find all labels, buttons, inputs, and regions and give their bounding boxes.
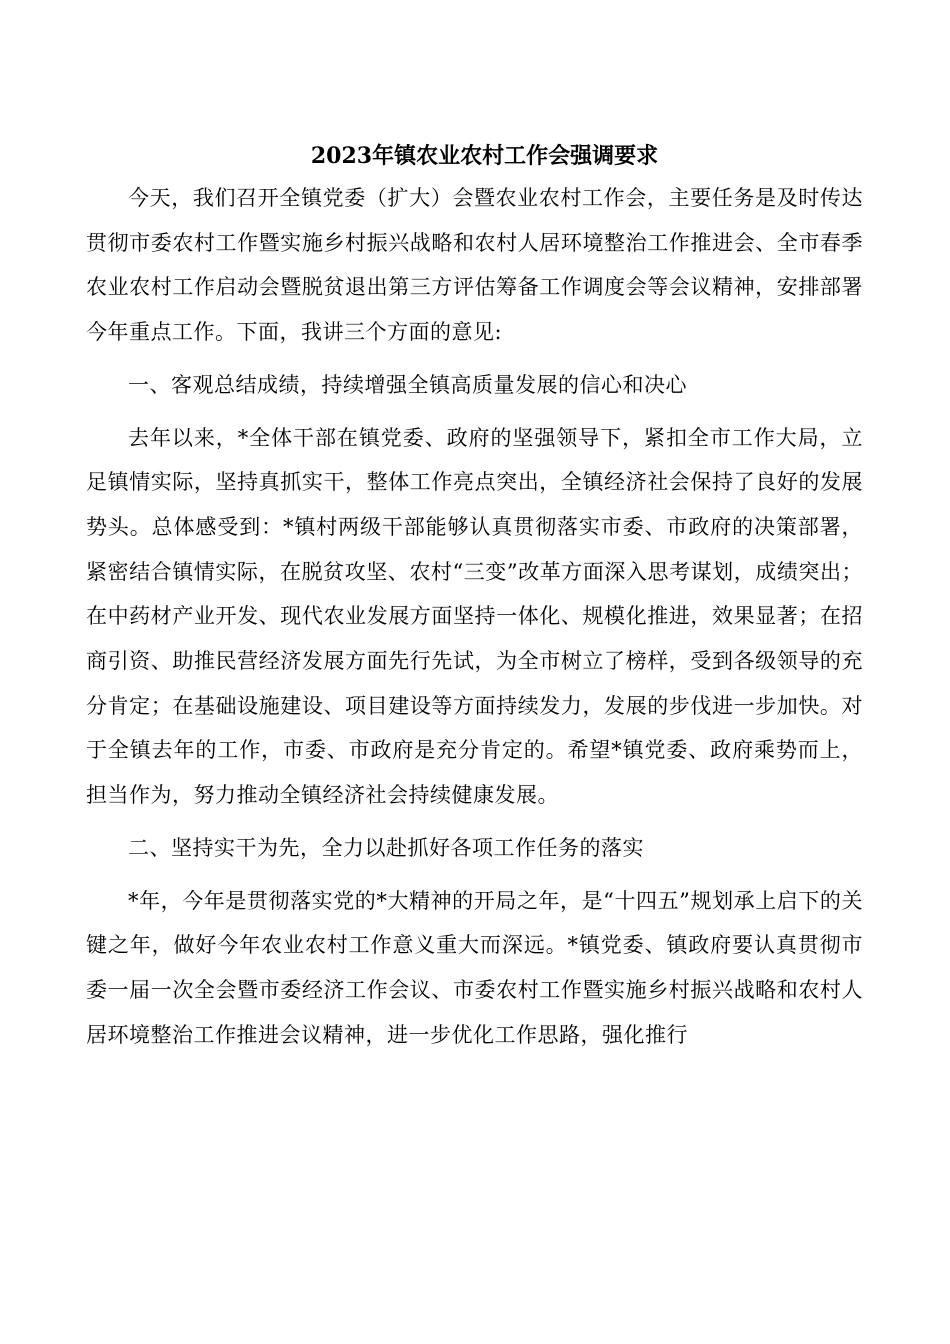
document-title: 2023年镇农业农村工作会强调要求	[310, 143, 659, 169]
paragraph-intro: 今天，我们召开全镇党委（扩大）会暨农业农村工作会，主要任务是及时传达贯彻市委农村工作暨实施乡村振兴战略和农村人居环境整治工作推进会、全市春季农业农村工作启动会暨脱贫退出第三方评估筹备工作调度会等会议精神，安排部署今年重点工作。下面，我讲三个方面的意见:	[86, 186, 863, 345]
paragraph-tasks: *年，今年是贯彻落实党的*大精神的开局之年，是“十四五”规划承上启下的关键之年，做好今年农业农村工作意义重大而深远。*镇党委、镇政府要认真贯彻市委一届一次全会暨市委经济工作会议、市委农村工作暨实施乡村振兴战略和农村人居环境整治工作推进会议精神，进一步优化工作思路，强化推行	[86, 888, 863, 1047]
section-heading-2: 二、坚持实干为先，全力以赴抓好各项工作任务的落实	[128, 835, 644, 860]
document-page	[86, 140, 863, 1065]
section-heading-1: 一、客观总结成绩，持续增强全镇高质量发展的信心和决心	[128, 372, 687, 397]
paragraph-achievements: 去年以来，*全体干部在镇党委、政府的坚强领导下，紧扣全市工作大局，立足镇情实际，坚持真抓实干，整体工作亮点突出，全镇经济社会保持了良好的发展势头。总体感受到：*镇村两级干部能够认真贯彻落实市委、市政府的决策部署，紧密结合镇情实际，在脱贫攻坚、农村“三变”改革方面深入思考谋划，成绩突出；在中药材产业开发、现代农业发展方面坚持一体化、规模化推进，效果显著；在招商引资、助推民营经济发展方面先行先试，为全市树立了榜样，受到各级领导的充分肯定；在基础设施建设、项目建设等方面持续发力，发展的步伐进一步加快。对于全镇去年的工作，市委、市政府是充分肯定的。希望*镇党委、政府乘势而上，担当作为，努力推动全镇经济社会持续健康发展。	[86, 425, 863, 808]
